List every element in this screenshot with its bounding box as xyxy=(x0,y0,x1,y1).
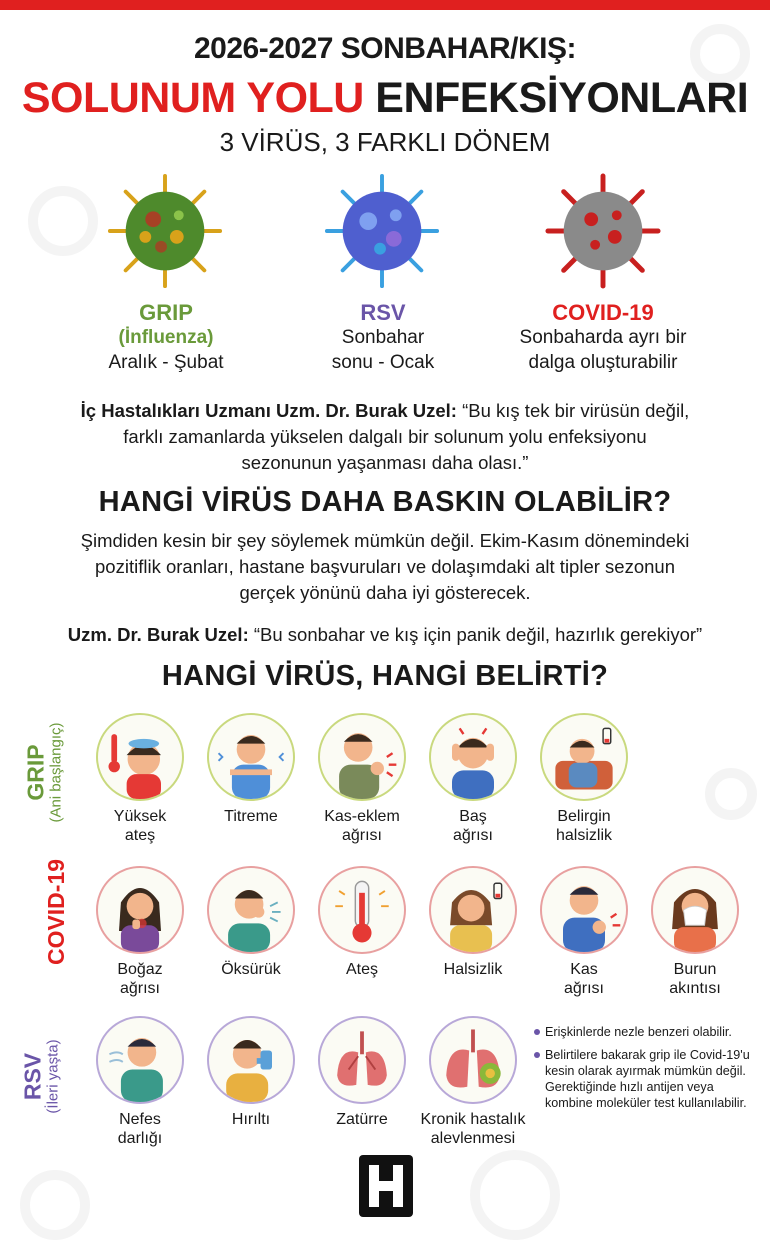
section1-paragraph xyxy=(30,528,740,606)
note-item: Erişkinlerde nezle benzeri olabilir. xyxy=(534,1024,760,1040)
symptom-label: ağrısı xyxy=(563,980,604,997)
virus-grip-sub: (İnfluenza) xyxy=(118,327,214,348)
symptom-label: Zatürre xyxy=(336,1111,388,1128)
influenza-virus-icon xyxy=(106,172,224,290)
virus-covid-info xyxy=(493,300,713,375)
symptom-label: Boğaz xyxy=(117,961,163,978)
virus-grip-info xyxy=(56,300,276,375)
subtitle: 3 VİRÜS, 3 FARKLI DÖNEM xyxy=(219,127,551,157)
shivering-icon xyxy=(207,713,295,801)
symptom-label: ateş xyxy=(124,827,156,844)
symptom-label: ağrısı xyxy=(341,827,382,844)
rsv-virus-icon xyxy=(323,172,441,290)
title-black-part: ENFEKSİYONLARI xyxy=(363,74,749,122)
symptom-label: Baş xyxy=(459,808,487,825)
quote1-speaker: İç Hastalıkları Uzmanı Uzm. Dr. Burak Uzel: xyxy=(80,400,457,421)
symptom-halsizlik-covid xyxy=(429,866,517,979)
symptom-label: Halsizlik xyxy=(443,961,503,978)
background-virus-icon xyxy=(470,1150,560,1240)
title-red-part: SOLUNUM YOLU xyxy=(21,74,364,122)
symptom-label: Kas-eklem xyxy=(324,808,400,825)
virus-covid-name: COVID-19 xyxy=(552,300,654,325)
virus-rsv-name: RSV xyxy=(360,300,406,325)
group-label-rsv xyxy=(21,1022,62,1132)
fever-child-icon xyxy=(96,713,184,801)
group-rsv-sub: (İleri yaşta) xyxy=(44,1039,62,1114)
symptom-nefes-darligi xyxy=(96,1016,184,1148)
background-virus-icon xyxy=(28,186,98,256)
symptom-label: ağrısı xyxy=(452,827,493,844)
symptom-ates xyxy=(318,866,406,979)
symptom-oksuruk xyxy=(207,866,295,979)
expert-quote-1 xyxy=(40,398,730,476)
symptom-label: Kronik hastalık xyxy=(420,1111,526,1128)
virus-rsv-info xyxy=(273,300,493,375)
headache-icon xyxy=(429,713,517,801)
virus-rsv-period-2: sonu - Ocak xyxy=(331,352,435,373)
virus-rsv-period-1: Sonbahar xyxy=(341,327,425,348)
virus-covid-period-1: Sonbaharda ayrı bir xyxy=(519,327,687,348)
symptom-kronik-hastalik xyxy=(420,1016,526,1148)
group-covid-name: COVID-19 xyxy=(43,858,69,966)
covid-virus-icon xyxy=(544,172,662,290)
lungs-icon xyxy=(318,1016,406,1104)
quote1-line2: farklı zamanlarda yükselen dalgalı bir solunum yolu enfeksiyonu xyxy=(123,426,647,447)
symptom-label: darlığı xyxy=(117,1130,163,1147)
note-item: Belirtilere bakarak grip ile Covid-19'u kesin olarak ayırmak mümkün değil. Gerektiğinde hızlı antijen veya kombine moleküler test kullanılabilir. xyxy=(534,1047,760,1111)
virus-grip-period: Aralık - Şubat xyxy=(108,352,224,373)
symptom-label: Yüksek xyxy=(113,808,167,825)
section1-line1: Şimdiden kesin bir şey söylemek mümkün değil. Ekim-Kasım dönemindeki xyxy=(80,530,690,551)
symptom-label: Belirgin xyxy=(557,808,611,825)
symptom-zaturre xyxy=(318,1016,406,1129)
cough-icon xyxy=(207,866,295,954)
symptom-label: Kas xyxy=(570,961,598,978)
group-label-grip xyxy=(24,713,65,833)
breathless-icon xyxy=(96,1016,184,1104)
symptom-label: Hırıltı xyxy=(231,1111,271,1128)
symptom-label: halsizlik xyxy=(555,827,612,844)
runny-nose-icon xyxy=(651,866,739,954)
section1-title: HANGİ VİRÜS DAHA BASKIN OLABİLİR? xyxy=(98,486,672,518)
symptom-label: Titreme xyxy=(224,808,278,825)
symptom-label: Öksürük xyxy=(221,961,281,978)
symptom-label: Nefes xyxy=(119,1111,161,1128)
rsv-notes xyxy=(534,1024,760,1118)
main-title xyxy=(0,73,770,123)
group-grip-sub: (Ani başlangıç) xyxy=(47,722,65,823)
symptom-burun-akintisi xyxy=(651,866,739,998)
symptom-kas-agrisi xyxy=(540,866,628,998)
lungs-virus-icon xyxy=(429,1016,517,1104)
sore-throat-icon xyxy=(96,866,184,954)
thermometer-icon xyxy=(318,866,406,954)
symptom-bogaz-agrisi xyxy=(96,866,184,998)
symptom-titreme xyxy=(207,713,295,826)
group-label-covid xyxy=(44,852,68,972)
tired-icon xyxy=(429,866,517,954)
brand-logo xyxy=(359,1155,413,1217)
group-grip-name: GRIP xyxy=(22,744,49,801)
arm-pain-icon xyxy=(540,866,628,954)
quote2-text: “Bu sonbahar ve kış için panik değil, hazırlık gerekiyor” xyxy=(248,624,703,645)
background-virus-icon xyxy=(20,1170,90,1240)
top-accent-bar xyxy=(0,0,770,10)
group-rsv-name: RSV xyxy=(19,1052,46,1101)
quote1-line3: sezonunun yaşanması daha olası.” xyxy=(241,452,529,473)
muscle-pain-icon xyxy=(318,713,406,801)
virus-covid-period-2: dalga oluşturabilir xyxy=(528,352,678,373)
background-virus-icon xyxy=(705,768,757,820)
symptom-bas-agrisi xyxy=(429,713,517,845)
fatigue-icon xyxy=(540,713,628,801)
symptom-label: alevlenmesi xyxy=(430,1130,516,1147)
symptom-label: Burun xyxy=(673,961,717,978)
symptom-kas-eklem xyxy=(318,713,406,845)
symptom-label: Ateş xyxy=(345,961,378,978)
section1-line2: pozitiflik oranları, hastane başvuruları ve dolaşımdaki alt tipler sezonun xyxy=(95,556,675,577)
section2-title: HANGİ VİRÜS, HANGİ BELİRTİ? xyxy=(161,660,609,692)
virus-grip-name: GRIP xyxy=(139,300,193,325)
quote2-speaker: Uzm. Dr. Burak Uzel: xyxy=(67,624,249,645)
header-line1: 2026-2027 SONBAHAR/KIŞ: xyxy=(194,32,576,65)
section1-line3: gerçek yönünü daha iyi gösterecek. xyxy=(239,582,531,603)
quote1-line1: “Bu kış tek bir virüsün değil, xyxy=(456,400,690,421)
symptom-yuksek-ates xyxy=(96,713,184,845)
symptom-label: ağrısı xyxy=(119,980,160,997)
symptom-halsizlik-grip xyxy=(540,713,628,845)
symptom-label: akıntısı xyxy=(669,980,721,997)
expert-quote-2 xyxy=(30,622,740,648)
inhaler-icon xyxy=(207,1016,295,1104)
symptom-hirilti xyxy=(207,1016,295,1129)
